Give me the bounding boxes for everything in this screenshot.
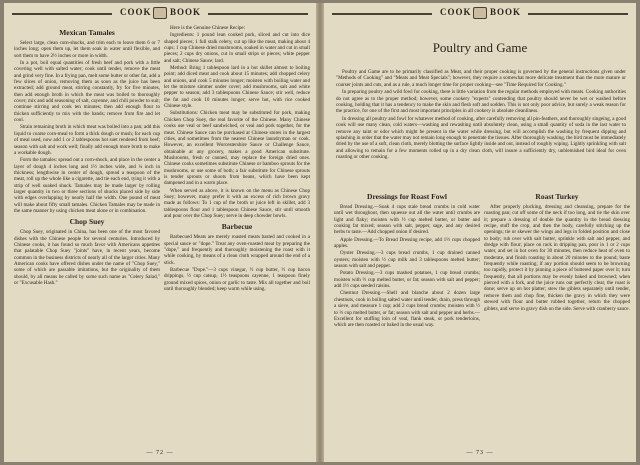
- page-number: — 72 —: [146, 450, 174, 456]
- section-heading: Chop Suey: [69, 217, 105, 227]
- book-spread: [4, 3, 636, 462]
- body-paragraph: Form the tamales: spread out a corn-shuck, and place in the center a layer of dough 4 inches long and 1½ inches wide, and ¼ inch in thickness; lengthwise in center of dough, spread a teaspoon of the meat, roll up the whole like a cigarette, and tie each end, tying it with a strip of well soaked shuck. Tamales may be made larger by rolling larger quantity in two or three sections of shucks placed side by side with edges overlapping by nearly half the width. One pound of meat will make about fifty small tamales. Chicken Tamales may be made in the same manner by using chicken meat alone or in combination.: [14, 157, 160, 214]
- body-paragraph: Method: Bring 1 tablespoon lard in a hot skillet almost to boiling point; add diced meat and cook about 15 minutes; add chopped celery and onions, and cook 5 minutes longer; moisten with boiling water and let the mixture simmer under cover; add mushrooms, salt and white pepper to season; add 3 tablespoons Chinese Sauce; stir well, reduce the fat and cook 10 minutes longer; serve hot, with rice cooked Chinese style.: [164, 65, 310, 110]
- header-rule-left: [12, 13, 112, 15]
- header-book: BOOK: [490, 7, 522, 17]
- body-paragraph: Here is the Genuine Chinese Recipe:: [170, 25, 246, 31]
- header-cook: COOK: [120, 7, 152, 17]
- section-heading: Dressings for Roast Fowl: [367, 192, 447, 201]
- book-gutter: [316, 3, 324, 462]
- body-paragraph: Select large, clean corn-shucks, and trim each to leave them 6 or 7 inches long; open them up, let them soak in water until flexible, and sort them to have 2½ inches or more in width.: [14, 40, 160, 59]
- chapter-intro: [336, 69, 626, 162]
- page-header: [12, 7, 308, 21]
- section-heading: Roast Turkey: [535, 192, 579, 201]
- intro-paragraph: In preparing poultry and wild fowl for cooking, there is little variation from the regular methods employed with meats. Cooking authorities do not agree as to the proper method; however, some cookery "experts" contending that poultry should never be wet or washed before cooking, holding that it has a tendency to make the skin and flesh soft and sodden. This is not only poor advice, but surely a weak reason for the practice, for one of the first and most important principles in all cookery is absolute cleanliness.: [336, 89, 626, 115]
- chapter-title: Poultry and Game: [432, 40, 528, 55]
- left-column-2: [164, 25, 310, 293]
- section-heading: Barbecue: [221, 222, 253, 232]
- body-paragraph: Substitutions: Chicken meat may be substituted for pork, making Chicken Chop Suey, the real favorite of the Chinese. Many Chinese cooks use veal or beef sandwiched, or veal and pork together, for the meat. Chinese Sauce can be purchased at Chinese stores in the largest cities, and sometimes from the nearest Chinese laundryman or cook. However, an excellent Worcestershire Sauce or Challenge Sauce, obtainable at any grocery, makes a good American substitute. Mushrooms, fresh or canned, may replace the foreign dried ones. Chinese cooks sometimes substitute Chinese or bamboo sprouts for the mushrooms, or use some of both; a fair substitute for Chinese sprouts is tender sprouts or shoots from beans, which have been kept dampened and in a warm place.: [164, 110, 310, 187]
- page-header: [332, 7, 628, 21]
- header-book: BOOK: [170, 7, 202, 17]
- right-column-2: [484, 189, 630, 313]
- body-paragraph: Bread Dressing.—Soak 4 cups stale bread crumbs in cold water until wet throughout, then squeeze out all the water until crumbs are light and flaky; moisten with ½ cup melted butter, or butter and cooking fat mixed; season with salt, pepper, sage, and any desired herbs to taste.—Add chopped onion if desired.: [334, 204, 480, 236]
- emblem-icon: [153, 7, 167, 19]
- intro-paragraph: Poultry and Game are to be primarily classified as Meat, and their proper cooking is governed by the general instructions given under "Methods of Cooking" and "Meats and Meat Specials"; however, they require a somewhat more delicate treatment than the more mature or coarser joints and cuts, and as a rule, a much longer time for proper cooking—see "Time Required for Cooking.": [336, 69, 626, 88]
- right-page: [324, 3, 636, 462]
- body-paragraph: Apple Dressing.—To Bread Dressing recipe, add 1½ cups chopped apples.: [334, 236, 480, 250]
- left-column-1: [14, 25, 160, 287]
- body-paragraph: In a pot, boil equal quantities of fresh beef and pork with a little covering well with salted water; cook until tender, remove the meat and grind very fine. In a frying pan, melt some butter or other fat, add a few slices of onion, removing them as soon as the juice has been extracted; add ground meat, stirring constantly, fry for five minutes, then add enough broth in which the meat was boiled to thoroughly cover; mix and add seasoning of salt, cayenne, and chili powder to suit; continue stirring and cook ten minutes; then add enough flour to thicken sufficiently to mix with the hands; remove from fire and let cool.: [14, 60, 160, 124]
- body-paragraph: Chop Suey, originated in China, has been one of the most favored dishes with the Chinese people for several centuries. Introduced by Chinese cooks, it has found so much favor with Americans appetites that palatable Chop Suey "joints" have, in recent years, become common in the business districts of nearly all of the larger cities. Many American cooks have offered dishes under the name of "Chop Suey," some of which are passable imitations, but the originality of them should, by all means be called by some such name as "Celery Salad," or "Excusable Hash.": [14, 229, 160, 287]
- body-paragraph: Strain remaining broth in which meat was boiled into a pan; add this liquid to coarse corn-meal to form a thick dough or mush; for each cup of meal used, now add 1 or 2 tablespoons hot suet rendered from beef; season with salt and work well; finally add enough more broth to make a workable dough.: [14, 124, 160, 156]
- body-paragraph: Barbecued Meats are merely roasted meats basted and cooked in a special sauce or "dope." Treat any oven-roasted meat by preparing the "dope," and frequently and thoroughly moistening the roast with it while cooking, by means of a clean cloth wrapped around the end of a stick.: [164, 234, 310, 266]
- header-rule-left: [332, 13, 432, 15]
- body-paragraph: Oyster Dressing.—3 cups bread crumbs, 1 cup drained canned oysters; moisten with ½ cup milk and 3 tablespoons melted butter; season with salt and pepper.: [334, 250, 480, 270]
- right-column-1: [334, 189, 480, 330]
- body-paragraph: Chestnut Dressing.—Shell and blanche about 2 dozen large chestnuts, cook in boiling salted water until tender, drain, press through a sieve, and measure 1 cup; add 2 cups bread crumbs; moisten with ½ to ⅔ cup melted butter, or fat; season with salt and pepper and herbs.—Excellent for stuffing loin of veal, flank steak, or pork tenderloins, which are then roasted or baked in the usual way.: [334, 290, 480, 329]
- body-paragraph: Barbecue "Dope."—3 cups vinegar, ½ cup butter, ½ cup bacon drippings, ½ cup catsup, 1½ teaspoons cayenne, 1 teaspoon finely ground mixed spices, onion or garlic to taste. Mix all together and boil until thoroughly blended; keep warm while using.: [164, 267, 310, 293]
- page-number: — 73 —: [466, 450, 494, 456]
- header-rule-right: [528, 13, 628, 15]
- body-paragraph: Ingredients: 1 pound lean cooked pork, sliced and cut into dice shaped pieces; 1 full stalk celery, cut up like the meat, making about 4 cups; 1 cup Chinese dried mushrooms, soaked in water and cut in small pieces; 2 cups dry onions, cut in small strips or pieces; white pepper and salt; Chinese Sauce; lard.: [164, 32, 310, 64]
- header-rule-right: [208, 13, 308, 15]
- emblem-icon: [473, 7, 487, 19]
- body-paragraph: When served as above, it is known on the menu as Chinese Chop Suey; however, many prefer it with an excess of rich brown gravy made as follows: To 1 cup of the broth or juice left in skillet, add 3 tablespoons flour and 1 tablespoon Chinese Sauce, stir until smooth and pour over the Chop Suey; serve in deep chowder bowls.: [164, 187, 310, 219]
- intro-paragraph: In dressing all poultry and fowl for whatever method of cooking, after carefully removing all pin-feathers, and thoroughly singeing, a good cook will use many clean, cold waters—washing and rewashing until absolutely clean, using a small quantity of soda in the last water to remove any taint or odor which might be present in the water while dressing, but will accomplish the washing by frequent dipping and splashing in order that the water may not remain long enough to penetrate the tissues. After thoroughly washing, the bird must be immediately dried by the use of a soft, clean cloth, merely blotting the surface lightly inside and out, instead of roughly wiping. Lightly sprinkling with salt and allowing to remain for a few moments rolled up in a dry clean cloth, will insure a sufficiently dry, unblemished bird ideal for oven roasting or other cooking.: [336, 115, 627, 161]
- section-heading: Mexican Tamales: [59, 28, 115, 37]
- body-paragraph: After properly plucking, dressing and cleansing, prepare for the roasting pan; cut off some of the neck if too long, and tie the skin over it; prepare a dressing of double the quantity in the bread dressing recipe, stuff the crop, and then the body, carefully stitching up the openings; tie or skewer the wings and legs in folded position and close to body; rub over with salt butter, sprinkle with salt and pepper, and dredge with flour; place on rack in dripping pan, pour in 1 or 2 cups water, and set in hot oven for 30 minutes, then reduce heat of oven to moderate, and finish roasting in about 20 minutes to the pound; baste frequently while roasting; if any portion should seem to be browning too rapidly, protect it by pinning a piece of buttered paper over it; turn frequently, that all portions may be evenly baked and browned; when pierced with a fork, and the juice runs out perfectly clear, the roast is done; serve up on hot platter; stew the giblets separately until tender, remove them and chop fine, thicken the gravy in which they were stewed with flour and butter rubbed together, return the chopped giblets, and serve in gravy dish on the side. Serve with cranberry sauce.: [484, 204, 630, 312]
- body-paragraph: Potato Dressing.—3 cups mashed potatoes, 1 cup bread crumbs; moisten with ½ cup melted butter, or fat; season with salt and pepper; add 1½ cups seeded raisins.: [334, 270, 480, 290]
- left-page: [4, 3, 316, 462]
- header-cook: COOK: [440, 7, 472, 17]
